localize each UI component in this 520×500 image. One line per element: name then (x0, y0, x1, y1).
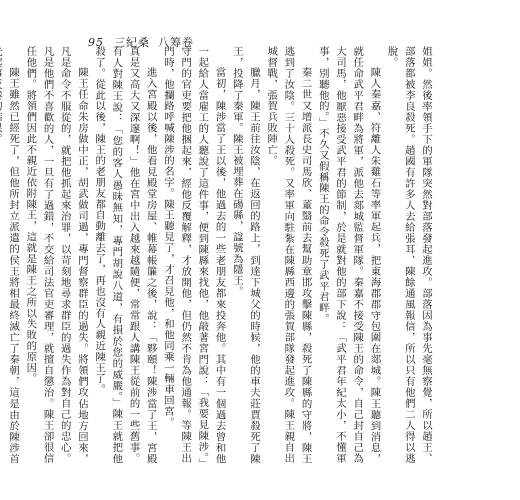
paragraph: 臘月，陳王前往汝陰，在返回的路上，到達下城父的時候，他的車夫莊賈殺死了陳王，投降了秦軍。陳王被埋葬在碭縣，諡號為隱王。 (230, 46, 260, 464)
page-number: 95 (88, 36, 104, 49)
book-title: 三紀桑 (114, 36, 150, 49)
paragraph: 進入宮殿以後，他看見殿堂房屋、帷幕帳簾之後，說：「夥頤！陳涉當了王，宮殿真是又高大又深邃啊！」他在宮中出入越來越隨便，常常跟人講陳王從前的一些舊事。有人對陳王說：「您的客人愚昧無知，專門胡說八道，有損於您的威嚴。」陳王就把他殺了。從此以後，陳王的老朋友都自動離去了，再也沒有人親近陳王了。 (93, 46, 157, 464)
volume-title: 八筹卷 (158, 36, 194, 49)
paragraph: 陳人秦嘉、符離人朱雞石等率軍起兵，把東海郡郡守包圍在郯城。陳王聽到消息，就任命武平君畔為將軍，派他去郯城監督軍隊。秦嘉不接受陳王的命令，自己封自己為大司馬，他厭惡接受武平君的節制，於是就對他的部下說：「武平君年紀太小，不懂軍事，別聽他的。」不久又假稱陳王的命令殺死了武平君畔。 (316, 46, 381, 464)
paragraph: 秦二世又增派長史司馬欣、董翳前去幫助章邯攻擊陳縣，殺死了陳縣的守將，陳王逃到了汝陰。三十人殺死。又率軍向駐紮在陳縣西邊的張賀部隊發起進攻。陳王親自出城督戰，張賀兵敗陣亡。 (265, 46, 312, 464)
paragraph: 陳王任命朱房做中正，胡武做司過，專門督察群臣的過失。將領們攻佔地方回來，凡是命令不服從的，就把他抓起來治罪，以苛刻地尋求群臣的過失作為對自己的忠心。凡是他們不喜歡的人，一旦有了過錯，不交給司法官吏審理，就擅自懲治。陳王卻很信任他們。將領們因此不親近依附陳王，這就是陳王之所以失敗的原因。 (24, 46, 88, 464)
paragraph: 陳王雖然已經死了，但他所封立派遣的侯王將相最終滅亡了秦朝，這是由於陳涉首 (7, 66, 20, 464)
paragraph: 當初，陳涉當了王以後，他過去的一些老朋友都來投奔他。其中有一個過去曾和他一起給人當雇工的人聽說了這件事，便到陳縣來找他，他敲著宮門說：「我要見陳涉。」守門的官吏要把他捆起來，經他反覆解釋，才放開他，但仍然不肯為他通報。等陳王出門時，他攔路呼喊陳涉的名字。陳王聽見了，才召見他，和他同乘一輛車回宮。 (161, 46, 226, 464)
vertical-text-body (0, 46, 434, 464)
paragraph: 姐姐。然後率領手下的軍隊突然對部落發起進攻。部落因為事先毫無察覺，所以趙王、部落都被李良殺死。趙國有許多人去給張耳、陳餘通風報信，所以只有他們二人得以逃脫。 (385, 46, 432, 464)
